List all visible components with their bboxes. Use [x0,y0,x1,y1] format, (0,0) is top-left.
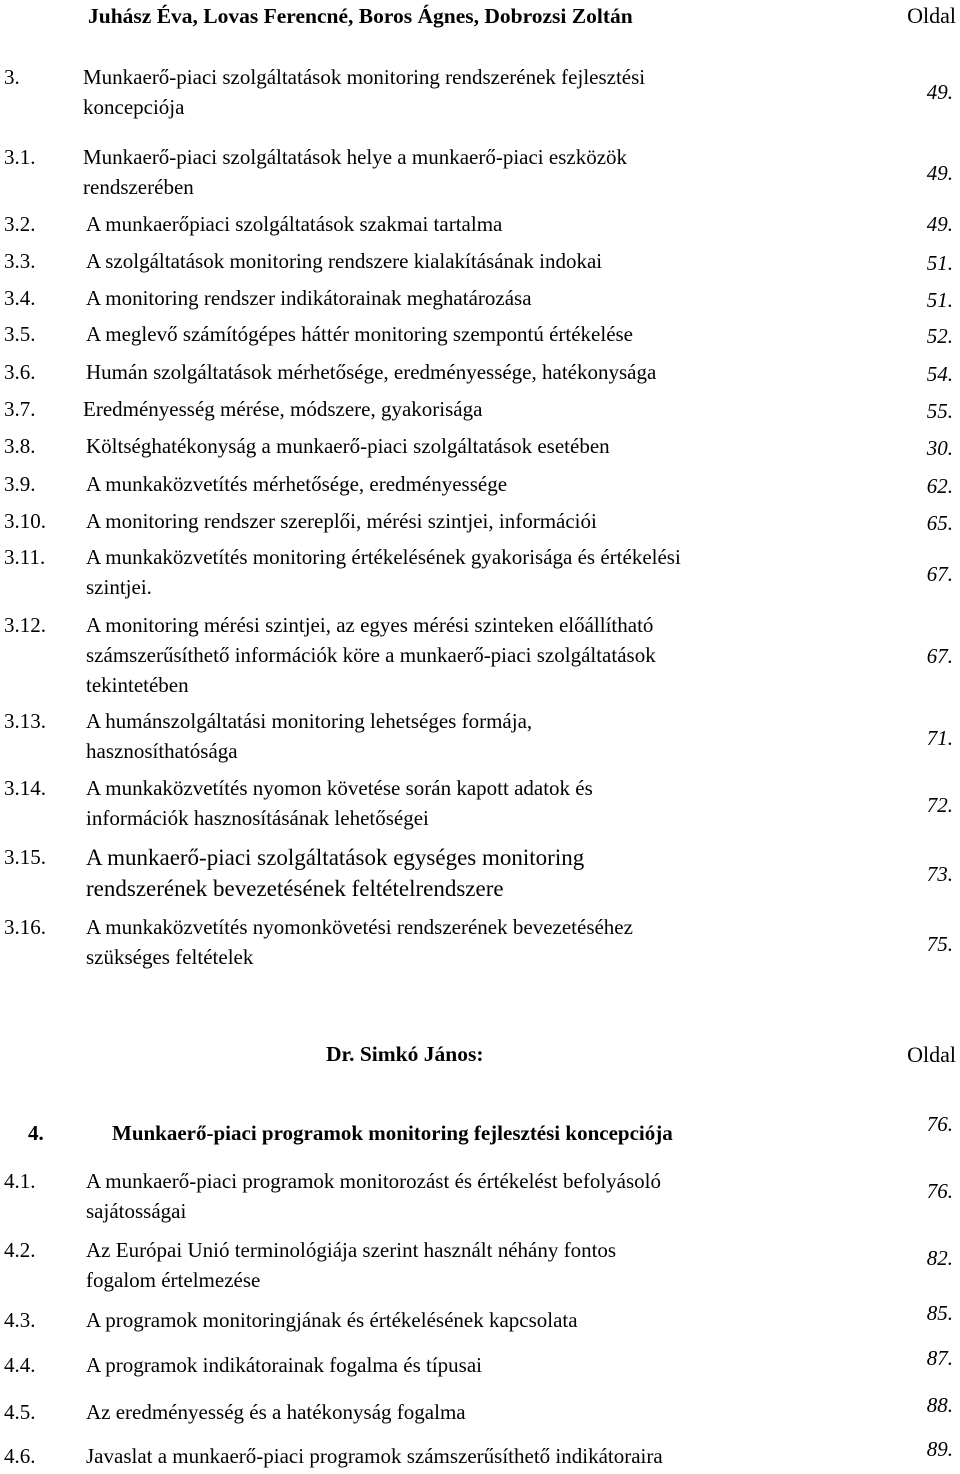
toc-entry-number: 3.8. [4,434,36,458]
toc-entry-title: A munkaközvetítés nyomon követése során kapott adatok és információk hasznosításának lehetőségei [86,776,593,830]
chapter-title: Munkaerő-piaci szolgáltatások monitoring rendszerének fejlesztési koncepciója [83,65,646,119]
toc-entry-number: 4.2. [4,1238,36,1262]
toc-entry-page: 67. [926,644,953,668]
toc-entry-number: 3.6. [4,360,36,384]
toc-entry-number: 3.11. [4,545,46,569]
authors-heading: Juhász Éva, Lovas Ferencné, Boros Ágnes, Dobrozsi Zoltán [88,4,633,28]
toc-entry-title: A munkaközvetítés monitoring értékelésének gyakorisága és értékelési szintjei. [86,545,681,599]
toc-entry-number: 3.13. [4,709,46,733]
toc-entry-title: A monitoring rendszer szereplői, mérési szintjei, információi [86,509,597,533]
toc-entry-title: Humán szolgáltatások mérhetősége, eredményessége, hatékonysága [86,360,657,384]
chapter-page: 49. [926,80,953,104]
toc-entry-title: Az Európai Unió terminológiája szerint használt néhány fontos fogalom értelmezése [86,1238,617,1292]
toc-entry-title: A munkaközvetítés nyomonkövetési rendszerének bevezetéséhez szükséges feltételek [86,915,633,969]
toc-entry-number: 4.5. [4,1400,36,1424]
chapter-title: Munkaerő-piaci programok monitoring fejlesztési koncepciója [112,1121,673,1145]
toc-entry-page: 89. [926,1437,953,1461]
toc-entry-page: 49. [926,161,953,185]
toc-entry-title: A meglevő számítógépes háttér monitoring szempontú értékelése [86,322,634,346]
toc-entry-page: 85. [926,1301,953,1325]
toc-entry-page: 88. [926,1393,953,1417]
toc-entry-page: 67. [926,562,953,586]
toc-entry-title: Javaslat a munkaerő-piaci programok számszerűsíthető indikátoraira [86,1444,663,1468]
toc-entry-page: 30. [926,436,953,460]
toc-entry-title: Munkaerő-piaci szolgáltatások helye a munkaerő-piaci eszközök rendszerében [83,145,628,199]
toc-entry-page: 71. [926,726,953,750]
toc-entry-title: A munkaerő-piaci programok monitorozást és értékelést befolyásoló sajátosságai [86,1169,661,1223]
author-heading: Dr. Simkó János: [326,1042,484,1066]
toc-entry-title: A monitoring rendszer indikátorainak meghatározása [86,286,532,310]
toc-entry-number: 3.15. [4,845,46,869]
toc-entry-page: 52. [926,324,953,348]
toc-entry-title: A szolgáltatások monitoring rendszere kialakításának indokai [86,249,603,273]
toc-entry-title: A humánszolgáltatási monitoring lehetséges formája, hasznosíthatósága [86,709,533,763]
toc-entry-page: 54. [926,362,953,386]
toc-entry-page: 76. [926,1179,953,1203]
toc-entry-page: 87. [926,1346,953,1370]
toc-entry-title: A monitoring mérési szintjei, az egyes mérési szinteken előállítható számszerűsíthető információk köre a munkaerő-piaci szolgáltatások tekintetében [86,613,656,697]
toc-entry-number: 3.16. [4,915,46,939]
toc-entry-number: 3.10. [4,509,46,533]
toc-entry-number: 4.4. [4,1353,36,1377]
toc-entry-title: A munkaerő-piaci szolgáltatások egységes monitoring rendszerének bevezetésének feltételrendszere [86,845,585,901]
toc-entry-page: 55. [926,399,953,423]
toc-entry-number: 4.3. [4,1308,36,1332]
page-column-header: Oldal [907,1042,956,1067]
toc-entry-title: A munkaerőpiaci szolgáltatások szakmai tartalma [86,212,503,236]
toc-entry-number: 3.9. [4,472,36,496]
toc-entry-number: 3.1. [4,145,36,169]
toc-entry-number: 4.1. [4,1169,36,1193]
toc-entry-number: 3.3. [4,249,36,273]
toc-entry-title: A programok monitoringjának és értékelésének kapcsolata [86,1308,578,1332]
toc-entry-page: 73. [926,862,953,886]
toc-entry-page: 51. [926,288,953,312]
toc-entry-page: 49. [926,212,953,236]
toc-entry-page: 75. [926,932,953,956]
chapter-page: 76. [926,1112,953,1136]
toc-entry-number: 3.4. [4,286,36,310]
toc-entry-page: 62. [926,474,953,498]
chapter-number: 4. [28,1121,44,1145]
toc-entry-title: Az eredményesség és a hatékonyság fogalma [86,1400,466,1424]
toc-entry-page: 51. [926,251,953,275]
toc-entry-title: Eredményesség mérése, módszere, gyakorisága [83,397,483,421]
toc-entry-number: 3.7. [4,397,36,421]
page-column-header: Oldal [907,3,956,28]
toc-entry-number: 3.14. [4,776,46,800]
toc-entry-number: 4.6. [4,1444,36,1468]
toc-entry-title: A programok indikátorainak fogalma és típusai [86,1353,482,1377]
toc-entry-number: 3.5. [4,322,36,346]
toc-entry-number: 3.2. [4,212,36,236]
toc-entry-number: 3.12. [4,613,46,637]
toc-entry-page: 82. [926,1246,953,1270]
toc-entry-title: Költséghatékonyság a munkaerő-piaci szolgáltatások esetében [86,434,610,458]
chapter-number: 3. [4,65,20,89]
toc-entry-page: 72. [926,793,953,817]
toc-entry-page: 65. [926,511,953,535]
toc-entry-title: A munkaközvetítés mérhetősége, eredményessége [86,472,508,496]
